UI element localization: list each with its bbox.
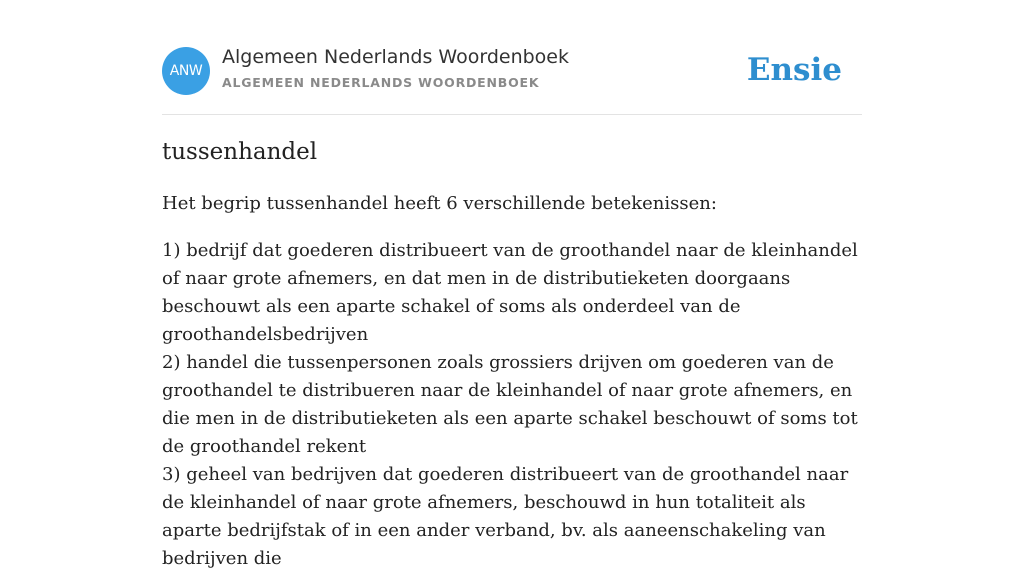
page-container xyxy=(162,0,862,569)
ensie-logo[interactable]: Ensie xyxy=(746,52,842,88)
entry-intro: Het begrip tussenhandel heeft 6 verschillende betekenissen: xyxy=(162,193,717,214)
site-header xyxy=(162,0,862,115)
site-title[interactable]: Algemeen Nederlands Woordenboek xyxy=(222,46,569,68)
definition-list xyxy=(162,237,862,573)
definition-item: 3) geheel van bedrijven dat goederen distribueert van de groothandel naar de kleinhandel of naar grote afnemers, beschouwd in hun totaliteit als aparte bedrijfstak of in een ander verband, bv. als aaneenschakeling van bedrijven die xyxy=(162,464,849,569)
anw-logo[interactable]: ANW xyxy=(162,47,210,95)
definition-item: 1) bedrijf dat goederen distribueert van de groothandel naar de kleinhandel of naar grote afnemers, en dat men in de distributieketen doorgaans beschouwt als een aparte schakel of soms als onderdeel van de groothandelsbedrijven xyxy=(162,240,858,345)
site-subtitle: ALGEMEEN NEDERLANDS WOORDENBOEK xyxy=(222,75,540,90)
entry-term: tussenhandel xyxy=(162,139,318,165)
definition-item: 2) handel die tussenpersonen zoals grossiers drijven om goederen van de groothandel te distribueren naar de kleinhandel of naar grote afnemers, en die men in de distributieketen als een aparte schakel beschouwt of soms tot de groothandel rekent xyxy=(162,352,858,457)
